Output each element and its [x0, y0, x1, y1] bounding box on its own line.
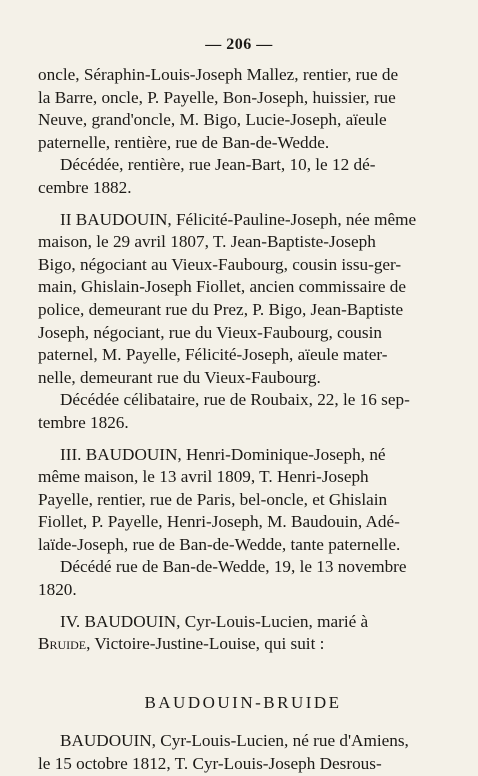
section-heading: BAUDOUIN-BRUIDE — [144, 692, 342, 712]
text-line: main, Ghislain-Joseph Fiollet, ancien commissaire de — [38, 277, 407, 297]
text-line: Payelle, rentier, rue de Paris, bel-oncle, et Ghislain — [38, 489, 388, 509]
text-line: III. BAUDOUIN, Henri-Dominique-Joseph, né — [60, 444, 386, 464]
text-line: Neuve, grand'oncle, M. Bigo, Lucie-Joseph, aïeule — [38, 110, 387, 130]
page-text — [38, 64, 448, 776]
paragraph-death-3 — [38, 556, 448, 601]
text-line: paternel, M. Payelle, Félicité-Joseph, aïeule mater- — [38, 345, 388, 365]
paragraph-death-1 — [38, 154, 448, 199]
paragraph-entry-iii — [38, 444, 448, 557]
text-line: laïde-Joseph, rue de Ban-de-Wedde, tante paternelle. — [38, 534, 401, 554]
text-line: paternelle, rentière, rue de Ban-de-Wedde. — [38, 132, 330, 152]
text-line: police, demeurant rue du Prez, P. Bigo, Jean-Baptiste — [38, 299, 404, 319]
text-line: oncle, Séraphin-Louis-Joseph Mallez, rentier, rue de — [38, 65, 399, 84]
text-line: la Barre, oncle, P. Payelle, Bon-Joseph, huissier, rue — [38, 87, 396, 107]
text-line: Bigo, négociant au Vieux-Faubourg, cousin issu-ger- — [38, 254, 402, 274]
text-line: Décédé rue de Ban-de-Wedde, 19, le 13 novembre — [60, 557, 407, 577]
text-line: Fiollet, P. Payelle, Henri-Joseph, M. Baudouin, Adé- — [38, 512, 400, 532]
page-number: — 206 — — [205, 36, 273, 53]
text-line — [38, 633, 448, 656]
text-line: 1820. — [38, 580, 77, 600]
text-line: le 15 octobre 1812, T. Cyr-Louis-Joseph Desrous- — [38, 754, 382, 774]
text-line: BAUDOUIN, Cyr-Louis-Lucien, né rue d'Amiens, — [60, 731, 409, 751]
paragraph-death-2 — [38, 389, 448, 434]
paragraph-entry-ii — [38, 209, 448, 390]
text-line: Décédée, rentière, rue Jean-Bart, 10, le 12 dé- — [60, 155, 376, 175]
text-line: Décédée célibataire, rue de Roubaix, 22, le 16 sep- — [60, 390, 410, 410]
paragraph-entry-iv — [38, 611, 448, 656]
text-line: IV. BAUDOUIN, Cyr-Louis-Lucien, marié à — [60, 611, 369, 631]
paragraph-continuation — [38, 64, 448, 154]
text-line: tembre 1826. — [38, 412, 129, 432]
text-line: nelle, demeurant rue du Vieux-Faubourg. — [38, 367, 321, 387]
text-fragment: , Victoire-Justine-Louise, qui suit : — [86, 634, 325, 654]
surname-smallcaps: Bruide — [38, 634, 87, 654]
text-line: maison, le 29 avril 1807, T. Jean-Baptiste-Joseph — [38, 232, 376, 252]
text-line: Joseph, négociant, rue du Vieux-Faubourg, cousin — [38, 322, 382, 342]
text-line: cembre 1882. — [38, 177, 132, 197]
text-line: même maison, le 13 avril 1809, T. Henri-Joseph — [38, 467, 369, 487]
text-line: II BAUDOUIN, Félicité-Pauline-Joseph, née même — [60, 209, 417, 229]
paragraph-entry-cyr — [38, 730, 448, 775]
